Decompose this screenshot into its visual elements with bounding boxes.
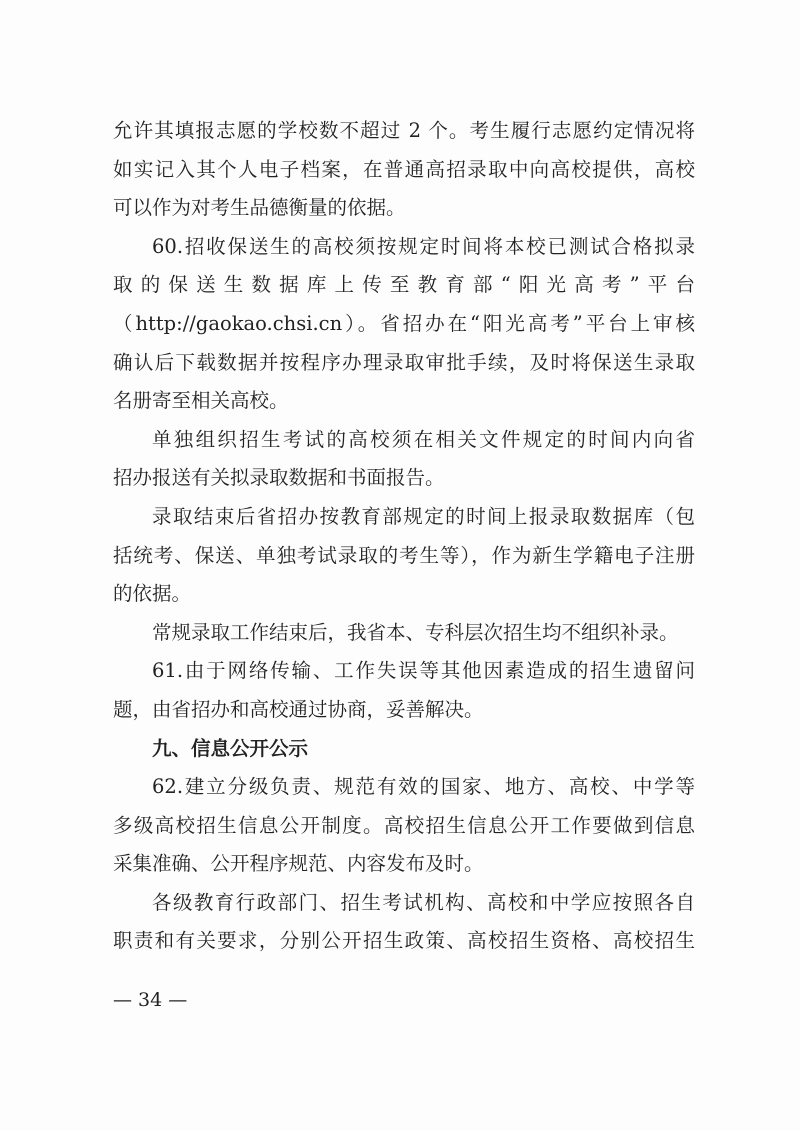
- paragraph-start: 常规录取工作结束后，我省本、专科层次招生均不组织补录。: [152, 620, 679, 644]
- text-line: 的依据。: [113, 582, 192, 606]
- paragraph-start: 单独组织招生考试的高校须在相关文件规定的时间内向省: [152, 427, 695, 451]
- text-line: 职责和有关要求，分别公开招生政策、高校招生资格、高校招生: [113, 929, 695, 953]
- paragraph-start: 各级教育行政部门、招生考试机构、高校和中学应按照各自: [152, 890, 695, 914]
- text-line: 确认后下载数据并按程序办理录取审批手续，及时将保送生录取: [113, 350, 695, 374]
- text-line: 如实记入其个人电子档案，在普通高招录取中向高校提供，高校: [113, 157, 695, 181]
- document-body: [113, 112, 695, 961]
- text-line: 多级高校招生信息公开制度。高校招生信息公开工作要做到信息: [113, 813, 695, 837]
- text-line: 采集准确、公开程序规范、内容发布及时。: [113, 852, 484, 876]
- text-line: 招办报送有关拟录取数据和书面报告。: [113, 466, 445, 490]
- text-line: 可以作为对考生品德衡量的依据。: [113, 196, 406, 220]
- text-line: 题，由省招办和高校通过协商，妥善解决。: [113, 697, 484, 721]
- text-line: 取的保送生数据库上传至教育部“阳光高考”平台: [113, 273, 695, 297]
- text-line-url: （http://gaokao.chsi.cn）。省招办在“阳光高考”平台上审核: [113, 311, 695, 335]
- paragraph-60-start: 60.招收保送生的高校须按规定时间将本校已测试合格拟录: [152, 234, 695, 258]
- paragraph-61-start: 61.由于网络传输、工作失误等其他因素造成的招生遗留问: [152, 659, 695, 683]
- text-line: 名册寄至相关高校。: [113, 389, 289, 413]
- page-number: — 34 —: [113, 989, 188, 1011]
- text-line: 括统考、保送、单独考试录取的考生等），作为新生学籍电子注册: [113, 543, 695, 567]
- text-line: 允许其填报志愿的学校数不超过 2 个。考生履行志愿约定情况将: [113, 119, 695, 142]
- section-heading: 九、信息公开公示: [152, 736, 309, 760]
- paragraph-start: 录取结束后省招办按教育部规定的时间上报录取数据库（包: [152, 504, 695, 528]
- paragraph-62-start: 62.建立分级负责、规范有效的国家、地方、高校、中学等: [152, 775, 695, 799]
